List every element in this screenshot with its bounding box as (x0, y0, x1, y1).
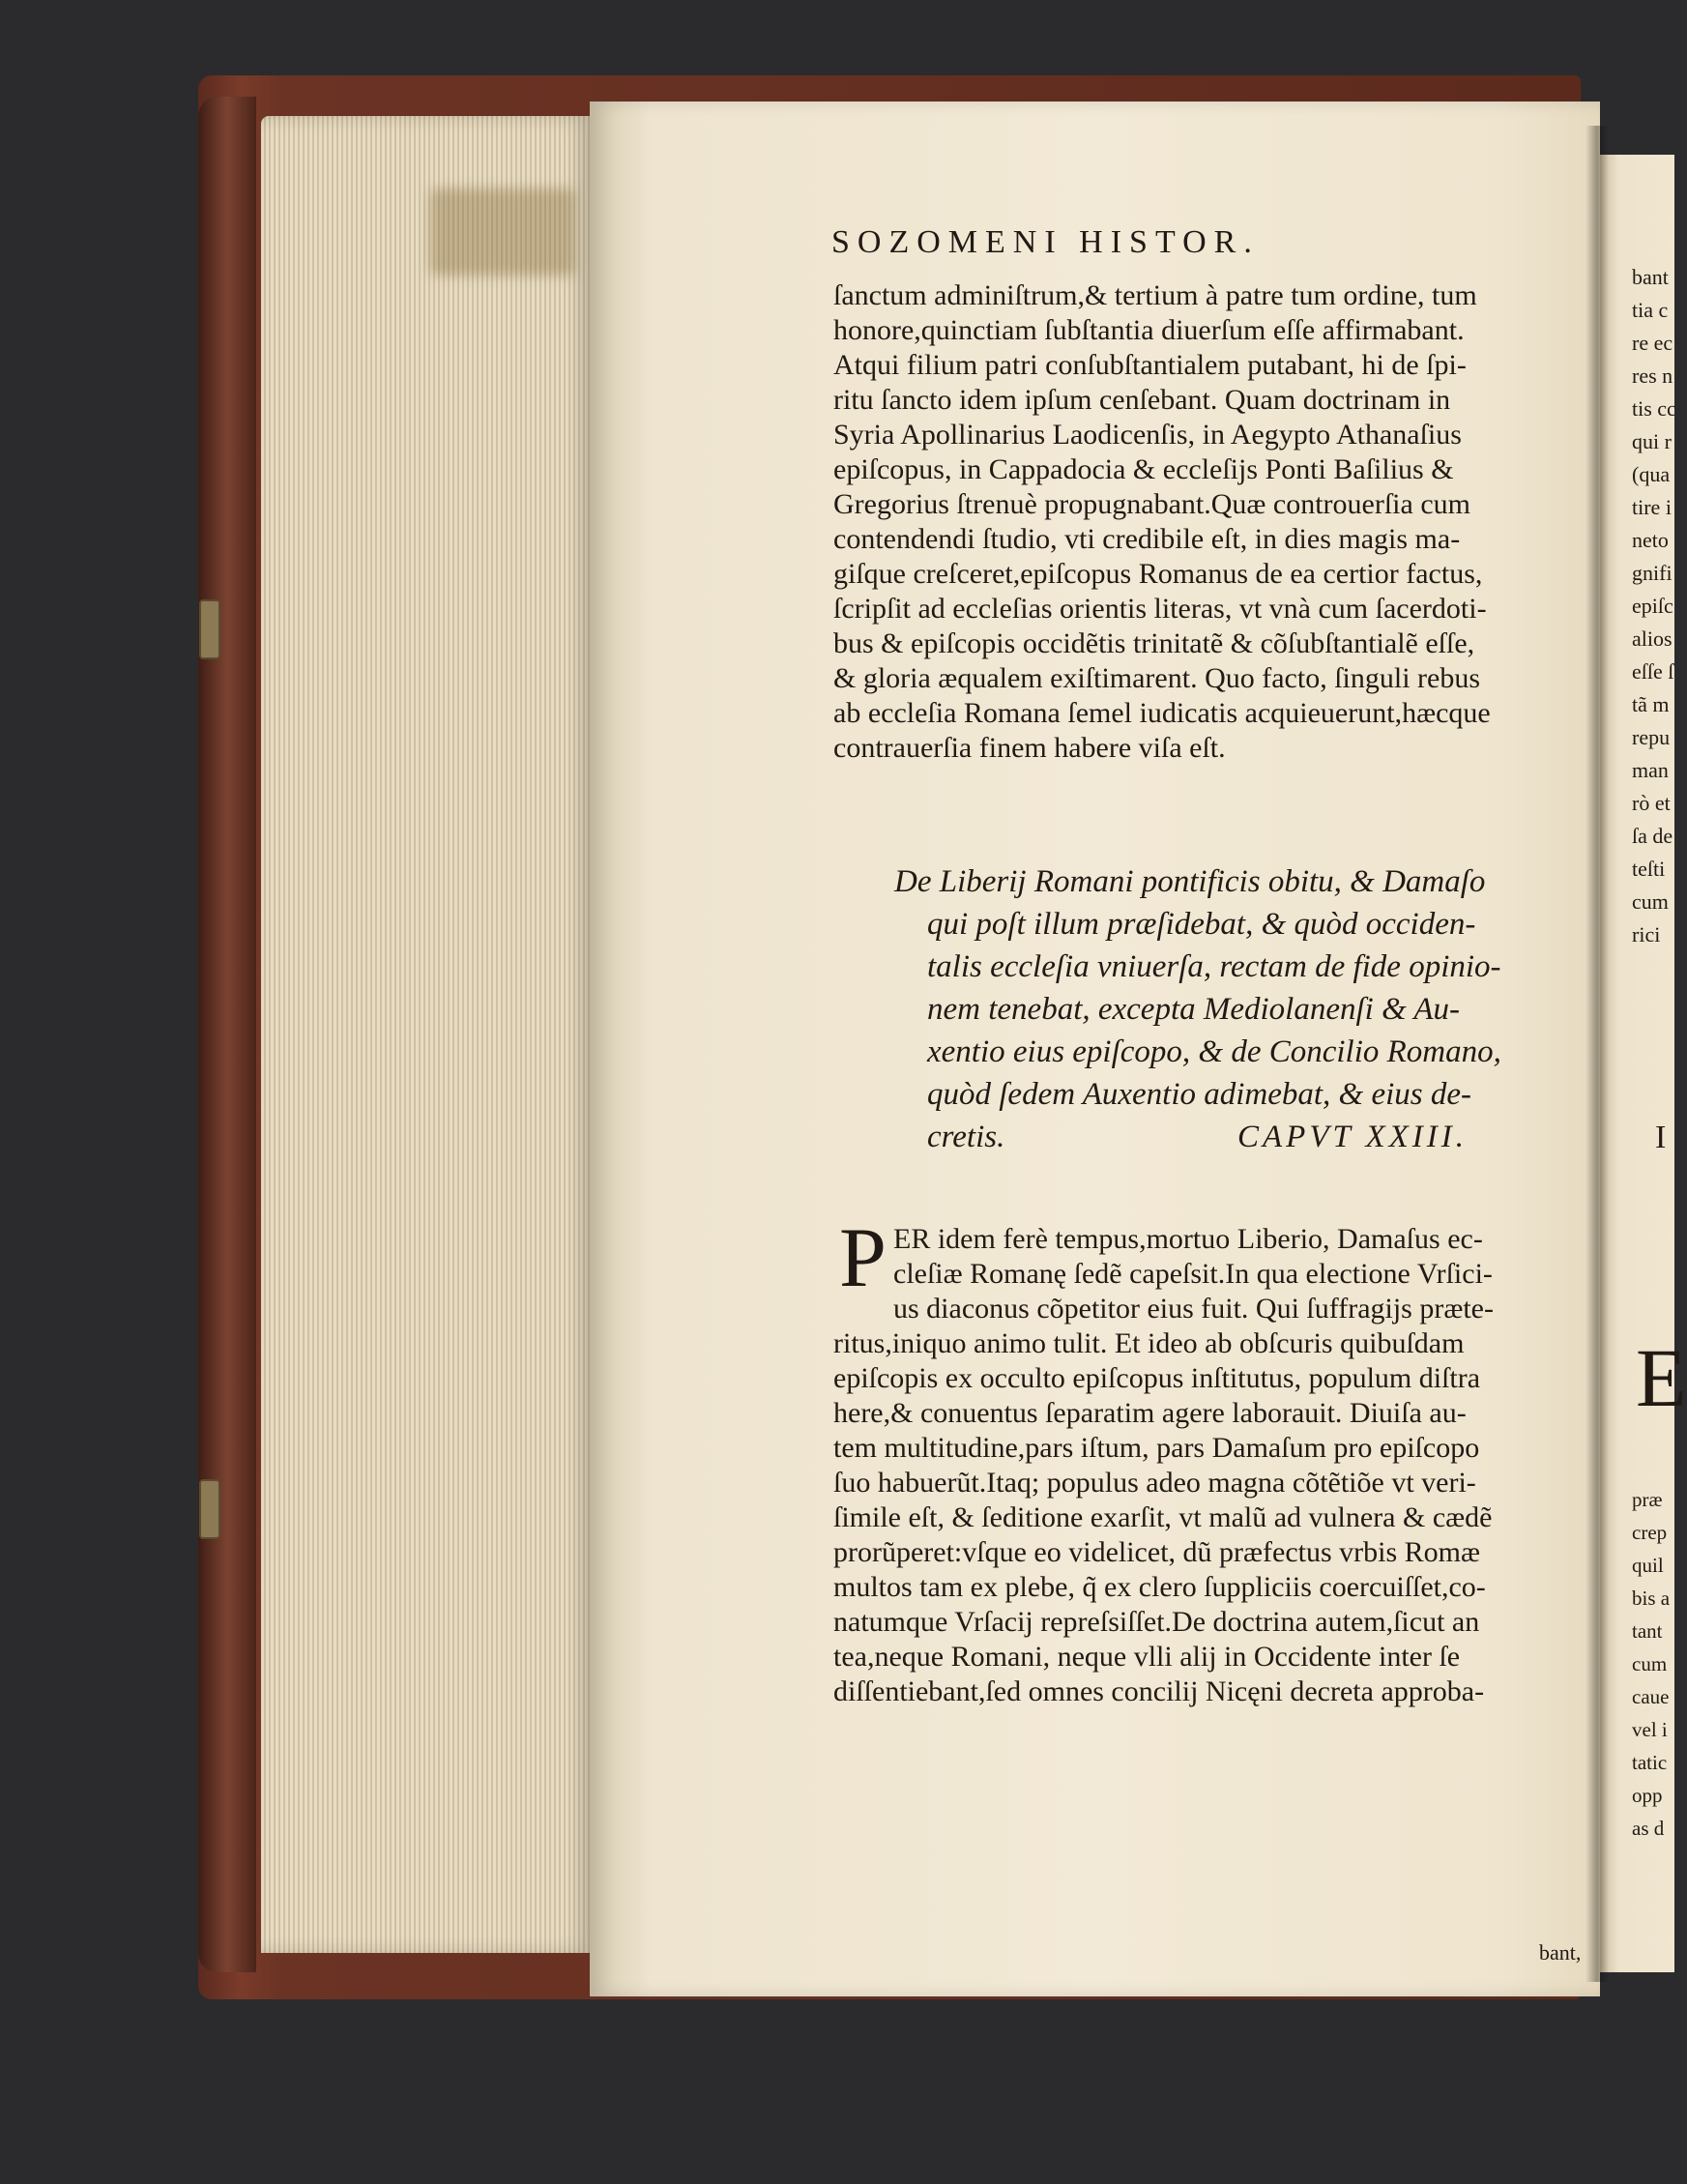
heading-line: nem tenebat, excepta Mediolanenſi & Au- (927, 992, 1461, 1027)
fragment-line: tia c (1632, 298, 1669, 322)
fragment-line: res n (1632, 364, 1673, 388)
right-page-fragment-top (1632, 261, 1674, 951)
fragment-line: cum (1632, 889, 1669, 914)
paragraph-2 (833, 1211, 1583, 1709)
text-line: ER idem ferè tempus,mortuo Liberio, Damaſus ec- (893, 1223, 1483, 1255)
fragment-line: bant (1632, 265, 1669, 289)
fragment-line: crep (1632, 1521, 1668, 1544)
right-page-letter: I (1655, 1120, 1667, 1155)
text-line: bus & epiſcopis occidẽtis trinitatẽ & cõſubſtantialẽ eſſe, (833, 627, 1475, 659)
heading-line: talis eccleſia vniuerſa, rectam de fide opinio- (927, 949, 1501, 984)
book-gutter (1585, 126, 1609, 1982)
text-line: natumque Vrſacij repreſsiſſet.De doctrina autem,ſicut an (833, 1606, 1480, 1638)
fragment-line: alios (1632, 626, 1672, 651)
running-header: SOZOMENI HISTOR. (831, 224, 1260, 260)
fragment-line: as d (1632, 1817, 1665, 1840)
fragment-line: tatic (1632, 1751, 1668, 1774)
clasp-lower-icon (199, 1479, 220, 1539)
page-edges (261, 116, 590, 1953)
fragment-line: opp (1632, 1784, 1663, 1807)
fragment-line: quil (1632, 1554, 1664, 1577)
text-line: tea,neque Romani, neque vlli alij in Occidente inter ſe (833, 1641, 1461, 1673)
text-line: diſſentiebant,ſed omnes concilij Nicęni decreta approba- (833, 1675, 1485, 1707)
fragment-line: epiſc (1632, 594, 1673, 618)
fragment-line: præ (1632, 1488, 1663, 1511)
text-line: ab eccleſia Romana ſemel iudicatis acquieuerunt,hæcque (833, 697, 1491, 729)
text-line: ſuo habuerũt.Itaq; populus adeo magna cõtẽtiõe vt veri- (833, 1467, 1476, 1499)
fragment-line: ſa de (1632, 824, 1673, 848)
fragment-line: bis a (1632, 1587, 1671, 1610)
book-spine-edge (198, 97, 256, 1972)
text-line: contrauerſia finem habere viſa eſt. (833, 732, 1226, 764)
paragraph-1 (833, 278, 1583, 766)
heading-line: quòd ſedem Auxentio adimebat, & eius de- (927, 1077, 1472, 1112)
fragment-line: cum (1632, 1652, 1668, 1675)
text-line: Gregorius ſtrenuè propugnabant.Quæ controuerſia cum (833, 488, 1470, 520)
text-line: ſimile eſt, & ſeditione exarſit, vt malũ ad vulnera & cædẽ (833, 1501, 1493, 1533)
fragment-line: repu (1632, 725, 1671, 749)
heading-line: qui poſt illum præſidebat, & quòd occiden- (927, 907, 1476, 942)
fragment-line: tire i (1632, 495, 1672, 519)
chapter-label: CAPVT XXIII. (1237, 1120, 1469, 1154)
fragment-line: vel i (1632, 1718, 1668, 1741)
text-line: ſcripſit ad eccleſias orientis literas, vt vnà cum ſacerdoti- (833, 593, 1487, 625)
drop-cap: P (839, 1211, 887, 1305)
chapter-heading (894, 860, 1576, 1158)
text-line: tem multitudine,pars iſtum, pars Damaſum pro epiſcopo (833, 1432, 1480, 1464)
text-line: epiſcopis ex occulto epiſcopus inſtitutus, populum diſtra (833, 1362, 1481, 1394)
text-line: & gloria æqualem exiſtimarent. Quo facto, ſinguli rebus (833, 662, 1481, 694)
clasp-upper-icon (199, 599, 220, 659)
fragment-line: tis cc (1632, 396, 1676, 421)
fragment-line: neto (1632, 528, 1669, 552)
text-line: giſque creſceret,epiſcopus Romanus de ea certior factus, (833, 558, 1483, 590)
heading-line: De Liberij Romani pontificis obitu, & Damaſo (894, 864, 1486, 899)
right-page-drop-cap: E (1636, 1331, 1687, 1424)
text-line: cleſiæ Romanę ſedẽ capeſsit.In qua electione Vrſici- (893, 1258, 1493, 1290)
heading-line: cretis. (927, 1120, 1005, 1154)
fragment-line: rò et (1632, 791, 1671, 815)
text-line: here,& conuentus ſeparatim agere laborauit. Diuiſa au- (833, 1397, 1467, 1429)
text-line: epiſcopus, in Cappadocia & eccleſijs Ponti Baſilius & (833, 453, 1454, 485)
fragment-line: caue (1632, 1685, 1670, 1708)
right-page-fragment-bottom (1632, 1481, 1674, 1843)
text-line: contendendi ſtudio, vti credibile eſt, in dies magis ma- (833, 523, 1461, 555)
text-line: Atqui filium patri conſubſtantialem putabant, hi de ſpi- (833, 349, 1467, 381)
fragment-line: qui r (1632, 429, 1672, 453)
fragment-line: teſti (1632, 857, 1666, 881)
fragment-line: re ec (1632, 331, 1673, 355)
fragment-line: tã m (1632, 692, 1670, 716)
fragment-line: eſſe ſ (1632, 659, 1674, 684)
text-line: ritu ſancto idem ipſum cenſebant. Quam doctrinam in (833, 384, 1451, 416)
text-line: prorũperet:vſque eo videlicet, dũ præfectus vrbis Romæ (833, 1536, 1481, 1568)
page-edge-stain (430, 189, 575, 276)
fragment-line: tant (1632, 1619, 1663, 1643)
fragment-line: rici (1632, 922, 1661, 946)
heading-line: xentio eius epiſcopo, & de Concilio Romano, (927, 1034, 1501, 1069)
text-line: ſanctum adminiſtrum,& tertium à patre tum ordine, tum (833, 279, 1477, 311)
text-line: honore,quinctiam ſubſtantia diuerſum eſſe affirmabant. (833, 314, 1465, 346)
fragment-line: gnifi (1632, 561, 1672, 585)
fragment-line: (qua (1632, 462, 1671, 486)
text-line: Syria Apollinarius Laodicenſis, in Aegypto Athanaſius (833, 419, 1462, 451)
text-line: multos tam ex plebe, q̃ ex clero ſuppliciis coercuiſſet,co- (833, 1571, 1486, 1603)
catchword: bant, (1539, 1940, 1582, 1965)
text-line: ritus,iniquo animo tulit. Et ideo ab obſcuris quibuſdam (833, 1327, 1465, 1359)
text-line: us diaconus cõpetitor eius fuit. Qui ſuffragijs præte- (893, 1293, 1494, 1325)
fragment-line: man (1632, 758, 1669, 782)
